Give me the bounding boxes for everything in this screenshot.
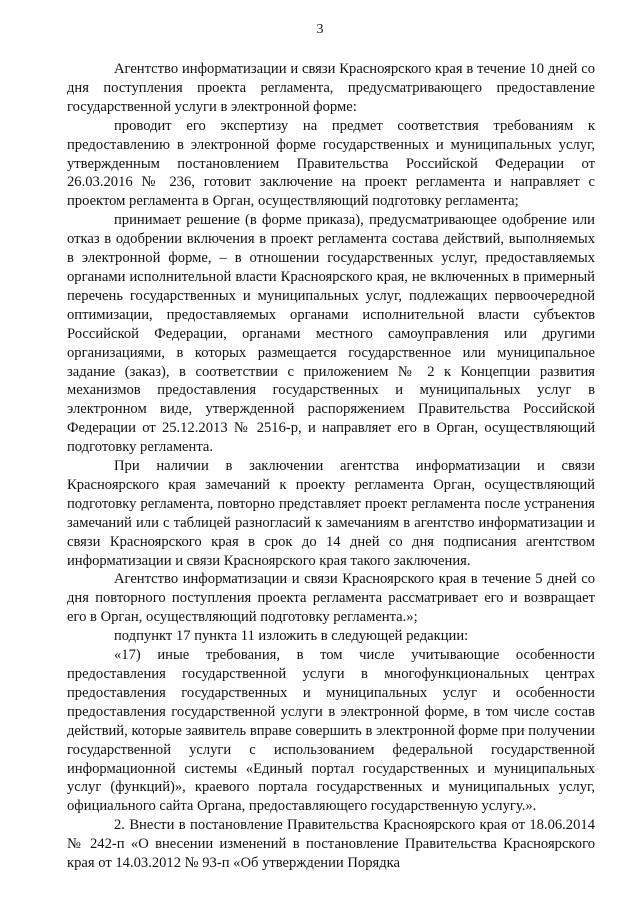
paragraph-other-requirements: «17) иные требования, в том числе учитывающие особенности предоставления государственной услуги в многофункциональных центрах предоставления государственных и муниципальных услуг и особенности предоставления государственной услуги в электронной форме, в том числе состав действий, которые заявитель вправе совершить в электронной форме при получении государственной услуги с использованием федеральной государственной информационной системы «Единый портал государственных и муниципальных услуг (функций)», краевого портала государственных и муниципальных услуг, официального сайта Органа, предоставляющего государственную услугу.». [67,647,595,815]
paragraph-amendment-2: 2. Внести в постановление Правительства Красноярского края от 18.06.2014 № 242-п «О внесении изменений в постановление Правительства Красноярского края от 14.03.2012 № 93-п «Об утверждении Порядка [67,817,595,872]
paragraph-agency-intro: Агентство информатизации и связи Красноярского края в течение 10 дней со дня поступления проекта регламента, предусматривающего предоставление государственной услуги в электронной форме: [67,61,595,115]
page-number: 3 [316,22,324,37]
paragraph-subitem-17: подпункт 17 пункта 11 изложить в следующей редакции: [114,628,469,645]
document-body [67,60,595,873]
paragraph-repeat-review: Агентство информатизации и связи Красноярского края в течение 5 дней со дня повторного поступления проекта регламента рассматривает его и возвращает его в Орган, осуществляющий подготовку регламента.»; [67,571,595,626]
paragraph-expertise: проводит его экспертизу на предмет соответствия требованиям к предоставлению в электронной форме государственных и муниципальных услуг, утвержденным постановлением Правительства Российской Федерации от 26.03.2016 № 236, готовит заключение на проект регламента и направляет с проектом регламента в Орган, осуществляющий подготовку регламента; [67,117,595,210]
paragraph-remarks: При наличии в заключении агентства информатизации и связи Красноярского края замечаний к проекту регламента Орган, осуществляющий подготовку регламента, повторно представляет проект регламента после устранения замечаний или с таблицей разногласий к замечаниям в агентство информатизации и связи Красноярского края в срок до 14 дней со дня подписания агентством информатизации и связи Красноярского края такого заключения. [67,458,595,569]
paragraph-decision: принимает решение (в форме приказа), предусматривающее одобрение или отказ в одобрении включения в проект регламента состава действий, выполняемых в электронной форме, – в отношении государственных услуг, предоставляемых органами исполнительной власти Красноярского края, не включенных в примерный перечень государственных и муниципальных услуг, подлежащих первоочередной оптимизации, предоставляемых органами исполнительной власти субъектов Российской Федерации, органами местного самоуправления или другими организациями, в которых размещается государственное или муниципальное задание (заказ), в соответствии с приложением № 2 к Концепции развития механизмов предоставления государственных и муниципальных услуг в электронном виде, утвержденной распоряжением Правительства Российской Федерации от 25.12.2013 № 2516-р, и направляет его в Орган, осуществляющий подготовку регламента. [67,212,595,456]
